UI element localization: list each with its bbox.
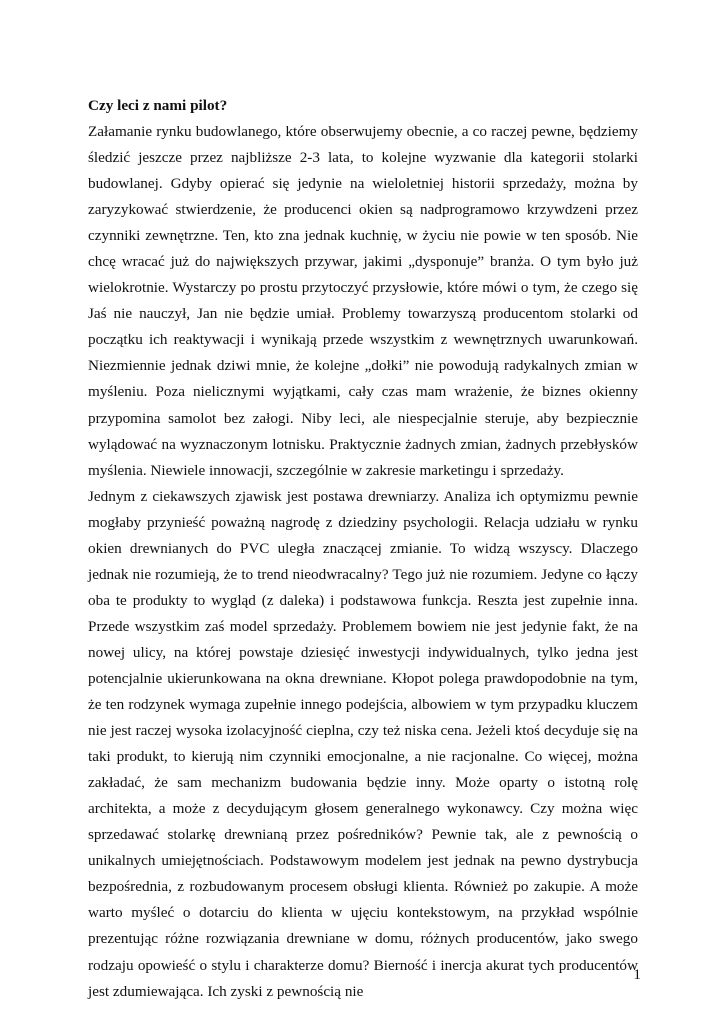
- paragraph-1: Załamanie rynku budowlanego, które obserwujemy obecnie, a co raczej pewne, będziemy śledzić jeszcze przez najbliższe 2-3 lata, to kolejne wyzwanie dla kategorii stolarki budowlanej. Gdyby opierać się jedynie na wieloletniej historii sprzedaży, można by zaryzykować stwierdzenie, że producenci okien są nadprogramowo krzywdzeni przez czynniki zewnętrzne. Ten, kto zna jednak kuchnię, w życiu nie powie w ten sposób. Nie chcę wracać już do największych przywar, jakimi „dysponuje” branża. O tym było już wielokrotnie. Wystarczy po prostu przytoczyć przysłowie, które mówi o tym, że czego się Jaś nie nauczył, Jan nie będzie umiał. Problemy towarzyszą producentom stolarki od początku ich reaktywacji i wynikają przede wszystkim z wewnętrznych uwarunkowań. Niezmiennie jednak dziwi mnie, że kolejne „dołki” nie powodują radykalnych zmian w myśleniu. Poza nielicznymi wyjątkami, cały czas mam wrażenie, że biznes okienny przypomina samolot bez załogi. Niby leci, ale niespecjalnie steruje, aby bezpiecznie wylądować na wyznaczonym lotnisku. Praktycznie żadnych zmian, żadnych przebłysków myślenia. Niewiele innowacji, szczególnie w zakresie marketingu i sprzedaży.: [88, 123, 638, 479]
- page-number: 1: [633, 966, 641, 983]
- document-title: Czy leci z nami pilot?: [88, 97, 228, 114]
- document-body: [88, 93, 638, 1005]
- paragraph-2: Jednym z ciekawszych zjawisk jest postawa drewniarzy. Analiza ich optymizmu pewnie mogłaby przynieść poważną nagrodę z dziedziny psychologii. Relacja udziału w rynku okien drewnianych do PVC uległa znaczącej zmianie. To widzą wszyscy. Dlaczego jednak nie rozumieją, że to trend nieodwracalny? Tego już nie rozumiem. Jedyne co łączy oba te produkty to wygląd (z daleka) i podstawowa funkcja. Reszta jest zupełnie inna. Przede wszystkim zaś model sprzedaży. Problemem bowiem nie jest jedynie fakt, że na nowej ulicy, na której powstaje dziesięć inwestycji indywidualnych, tylko jedna jest potencjalnie ukierunkowana na okna drewniane. Kłopot polega prawdopodobnie na tym, że ten rodzynek wymaga zupełnie innego podejścia, albowiem w tym przypadku kluczem nie jest raczej wysoka izolacyjność cieplna, czy też niska cena. Jeżeli ktoś decyduje się na taki produkt, to kierują nim czynniki emocjonalne, a nie racjonalne. Co więcej, można zakładać, że sam mechanizm budowania będzie inny. Może oparty o istotną rolę architekta, a może z decydującym głosem generalnego wykonawcy. Czy można więc sprzedawać stolarkę drewnianą przez pośredników? Pewnie tak, ale z pewnością o unikalnych umiejętnościach. Podstawowym modelem jest jednak na pewno dystrybucja bezpośrednia, z rozbudowanym procesem obsługi klienta. Również po zakupie. A może warto myśleć o dotarciu do klienta w ujęciu kontekstowym, na przykład wspólnie prezentując różne rozwiązania drewniane w domu, różnych producentów, jako swego rodzaju opowieść o stylu i charakterze domu? Bierność i inercja akurat tych producentów jest zdumiewająca. Ich zyski z pewnością nie: [88, 487, 638, 1000]
